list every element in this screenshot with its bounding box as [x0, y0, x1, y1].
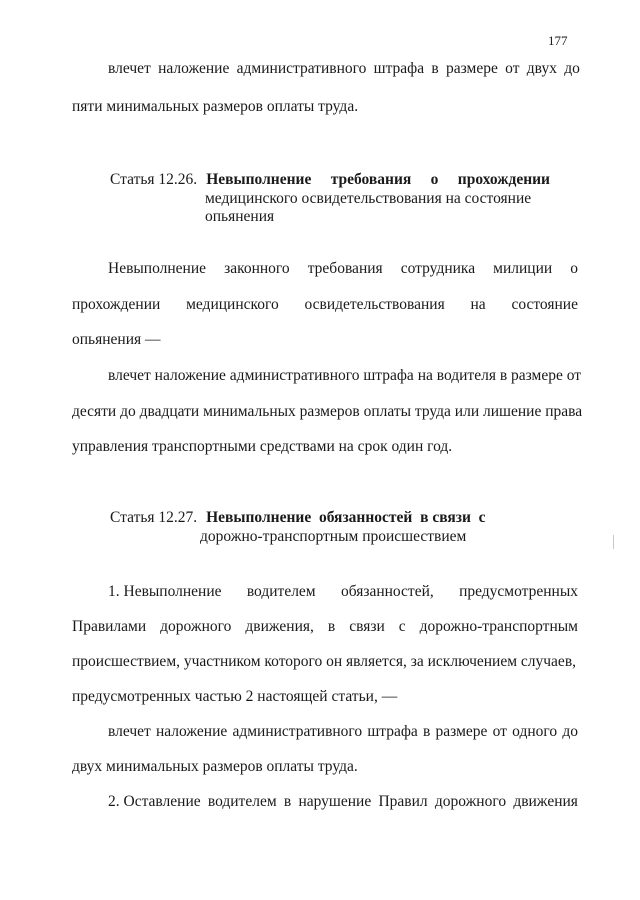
word: 1. Невыполнение — [108, 583, 222, 600]
word: Правил — [378, 793, 428, 810]
word: требования — [330, 171, 412, 188]
word: предусмотренных — [459, 583, 578, 600]
word: сотрудника — [400, 260, 476, 277]
word: водителем — [207, 793, 277, 810]
text-line: двух минимальных размеров оплаты труда. — [72, 758, 358, 775]
word: с — [398, 618, 406, 635]
word: административного — [236, 60, 367, 77]
word: медицинского — [186, 296, 279, 313]
text-line — [108, 723, 578, 741]
word: прохождении — [72, 296, 161, 313]
word: о — [570, 260, 578, 277]
word: о — [430, 171, 439, 188]
word: дорожного — [160, 618, 232, 635]
word: двух — [526, 60, 557, 77]
text-line — [72, 296, 578, 314]
margin-mark — [613, 535, 614, 549]
word: нарушение — [298, 793, 372, 810]
word: движения — [513, 793, 578, 810]
text-line — [108, 60, 580, 78]
text-line: десяти до двадцати минимальных размеров оплаты труда или лишение права — [72, 403, 583, 420]
article-number: Статья 12.27. — [110, 509, 198, 526]
word: в — [431, 60, 439, 77]
word: размере — [446, 60, 498, 77]
word: Правилами — [72, 618, 147, 635]
word: движения, — [245, 618, 314, 635]
word: милиции — [493, 260, 553, 277]
word: наложение — [158, 60, 230, 77]
text-line — [108, 583, 578, 601]
text-line: влечет наложение административного штрафа на водителя в размере от — [108, 367, 582, 384]
word: штрафа — [367, 723, 418, 740]
word: Невыполнение — [206, 171, 312, 188]
article-title-line: медицинского освидетельствования на состояние — [205, 190, 532, 207]
word: до — [564, 60, 580, 77]
text-line: управления транспортными средствами на срок один год. — [72, 438, 453, 455]
word: обязанностей, — [340, 583, 434, 600]
article-heading — [110, 170, 550, 189]
word: освидетельствования — [304, 296, 445, 313]
word: законного — [224, 260, 290, 277]
word: влечет — [108, 60, 151, 77]
word: размере — [435, 723, 488, 740]
text-line: пяти минимальных размеров оплаты труда. — [72, 98, 359, 115]
word: в — [283, 793, 292, 810]
text-line — [72, 618, 578, 636]
article-heading — [110, 508, 486, 527]
word: дорожно-транспортным — [419, 618, 578, 635]
word: в — [327, 618, 336, 635]
article-title-line: дорожно-транспортным происшествием — [200, 528, 467, 545]
text-line: происшествием, участником которого он является, за исключением случаев, — [72, 653, 577, 670]
word: дорожного — [434, 793, 507, 810]
text-line — [108, 793, 578, 811]
word: до — [562, 723, 578, 740]
word: влечет — [108, 723, 151, 740]
word: на — [470, 296, 486, 313]
word: состояние — [511, 296, 578, 313]
word: водителем — [246, 583, 316, 600]
word: 2. Оставление — [108, 793, 201, 810]
page-number: 177 — [548, 33, 568, 48]
word: от — [505, 60, 520, 77]
word: прохождении — [457, 171, 550, 188]
word: в — [423, 723, 431, 740]
word: Невыполнение — [108, 260, 207, 277]
word: штрафа — [373, 60, 425, 77]
word: наложение — [156, 723, 228, 740]
text-line: опьянения — — [72, 331, 161, 348]
word: связи — [349, 618, 385, 635]
text-line — [108, 260, 578, 278]
word: административного — [232, 723, 363, 740]
article-title — [206, 170, 550, 189]
article-title: Невыполнение обязанностей в связи с — [206, 509, 486, 526]
article-title-line: опьянения — [205, 208, 275, 225]
text-line: предусмотренных частью 2 настоящей статьи, — — [72, 688, 398, 705]
word: одного — [512, 723, 558, 740]
article-number: Статья 12.26. — [110, 171, 198, 188]
word: требования — [307, 260, 383, 277]
word: от — [492, 723, 507, 740]
